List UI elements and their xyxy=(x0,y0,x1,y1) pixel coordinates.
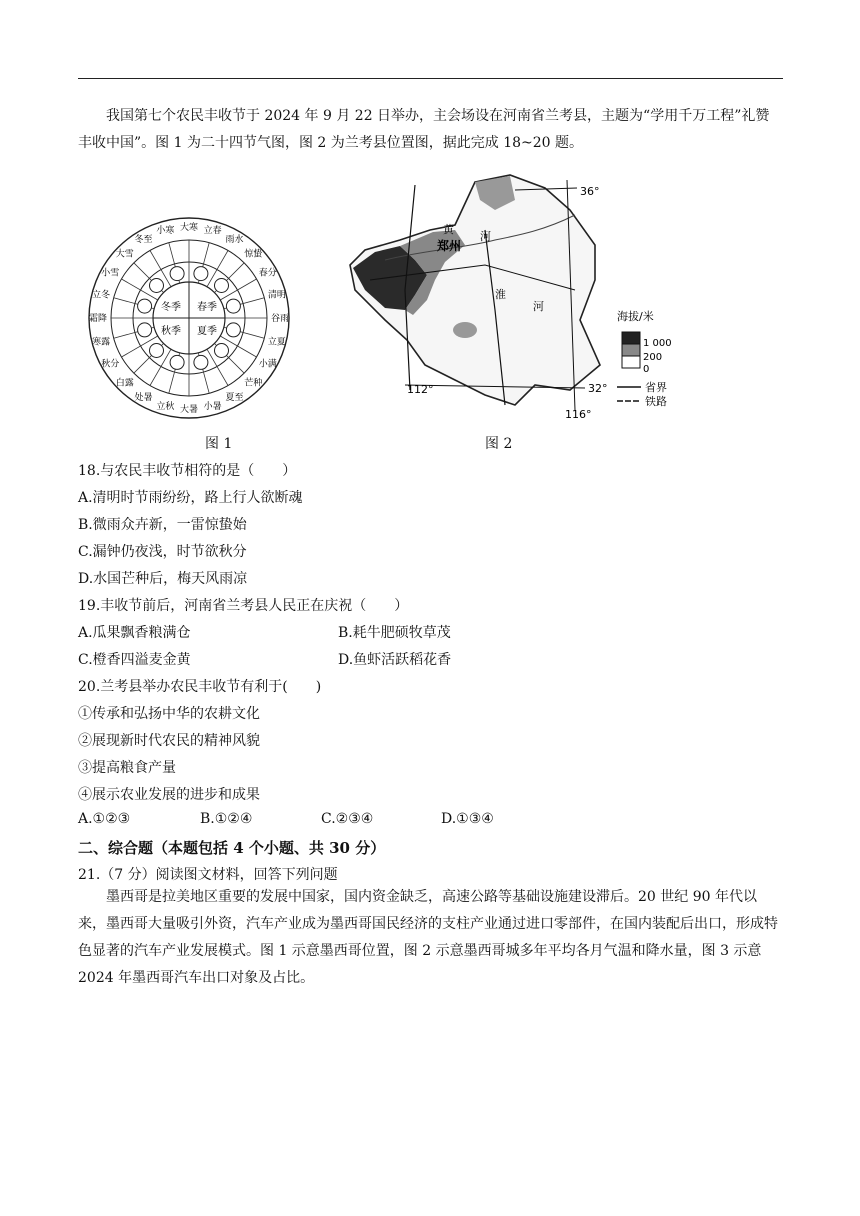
hill-area xyxy=(453,322,477,338)
season-autumn: 秋季 xyxy=(161,326,181,337)
legend-province-label: 省界 xyxy=(645,381,667,394)
solar-term-label: 谷雨 xyxy=(270,314,290,324)
fig2-caption: 图 2 xyxy=(485,436,513,452)
label-river-he: 河 xyxy=(480,230,491,243)
month-marker xyxy=(170,267,184,281)
q20-item-1: ①传承和弘扬中华的农耕文化 xyxy=(78,706,260,722)
solar-term-label: 立秋 xyxy=(156,401,175,412)
q21-passage: 墨西哥是拉美地区重要的发展中国家，国内资金缺乏，高速公路等基础设施建设滞后。20 世纪 90 年代以来，墨西哥大量吸引外资，汽车产业成为墨西哥国民经济的支柱产业通过进口零部件，在国内装配后出口，形成特色显著的汽车产业发展模式。图 1 示意墨西哥位置，图 2 示意墨西哥城多年平均各月气温和降水量，图 3 示意 2024 年墨西哥汽车出口对象及占比。 xyxy=(78,889,778,986)
month-marker xyxy=(138,299,152,313)
legend-value-0: 0 xyxy=(643,364,650,375)
section-2-heading: 二、综合题（本题包括 4 个小题、共 30 分） xyxy=(78,839,386,857)
season-spring: 春季 xyxy=(197,302,217,313)
month-marker xyxy=(194,355,208,369)
season-winter: 冬季 xyxy=(161,302,181,313)
location-map-figure xyxy=(345,170,685,425)
intro-paragraph: 我国第七个农民丰收节于 2024 年 9 月 22 日举办，主会场设在河南省兰考县，主题为“学用千万工程”礼赞丰收中国”。图 1 为二十四节气图，图 2 为兰考县位置图，据此完成 18~20 题。 xyxy=(78,108,770,151)
solar-term-label: 惊蛰 xyxy=(244,249,263,260)
q18-option-b: B.微雨众卉新，一雷惊蛰始 xyxy=(78,517,247,533)
season-summer: 夏季 xyxy=(197,326,217,337)
q20-option-c: C.②③④ xyxy=(321,811,374,827)
legend-value-200: 200 xyxy=(643,352,663,363)
label-city: 郑州 xyxy=(437,239,462,253)
q20-item-3: ③提高粮食产量 xyxy=(78,760,176,776)
q20-option-d: D.①③④ xyxy=(441,811,494,827)
solar-term-label: 白露 xyxy=(115,378,134,389)
label-lat32: 32° xyxy=(588,382,608,395)
label-lat36: 36° xyxy=(580,185,600,198)
month-marker xyxy=(150,344,164,358)
q20-item-2: ②展现新时代农民的精神风貌 xyxy=(78,733,260,749)
solar-term-label: 立春 xyxy=(203,226,222,237)
legend-rail-label: 铁路 xyxy=(645,395,667,408)
month-marker xyxy=(215,279,229,293)
q20-stem: 20.兰考县举办农民丰收节有利于( ) xyxy=(78,679,322,695)
q18-option-a: A.清明时节雨纷纷，路上行人欲断魂 xyxy=(78,490,303,506)
legend-value-1000: 1 000 xyxy=(643,338,672,349)
solar-term-label: 春分 xyxy=(258,268,277,279)
solar-term-label: 秋分 xyxy=(101,359,120,370)
legend-swatch-mid xyxy=(622,344,640,356)
month-marker xyxy=(226,323,240,337)
label-river-huai: 淮 xyxy=(495,288,506,301)
solar-term-label: 大雪 xyxy=(115,249,134,260)
month-marker xyxy=(194,267,208,281)
label-lon116: 116° xyxy=(565,408,592,421)
q18-stem: 18.与农民丰收节相符的是（ ） xyxy=(78,463,297,479)
header-rule xyxy=(78,78,783,79)
solar-terms-figure xyxy=(82,208,292,433)
solar-term-label: 处暑 xyxy=(134,392,153,403)
month-marker xyxy=(150,279,164,293)
q19-option-c: C.橙香四溢麦金黄 xyxy=(78,652,191,668)
legend-swatch-low xyxy=(622,356,640,368)
label-river-huang: 黄 xyxy=(443,223,454,236)
q19-stem: 19.丰收节前后，河南省兰考县人民正在庆祝（ ） xyxy=(78,598,409,614)
solar-term-label: 小暑 xyxy=(203,401,222,412)
solar-term-label: 大寒 xyxy=(179,223,199,233)
solar-term-label: 立夏 xyxy=(267,337,286,348)
q19-option-b: B.耗牛肥硕牧草茂 xyxy=(338,625,451,641)
q19-option-d: D.鱼虾活跃稻花香 xyxy=(338,652,452,668)
month-marker xyxy=(226,299,240,313)
q20-option-b: B.①②④ xyxy=(200,811,253,827)
solar-term-label: 芒种 xyxy=(244,378,263,389)
q19-option-a: A.瓜果飘香粮满仓 xyxy=(78,625,191,641)
legend-swatch-high xyxy=(622,332,640,344)
month-marker xyxy=(138,323,152,337)
solar-term-label: 夏至 xyxy=(225,392,244,403)
label-lon112: 112° xyxy=(407,383,434,396)
q20-item-4: ④展示农业发展的进步和成果 xyxy=(78,787,260,803)
solar-term-label: 清明 xyxy=(267,290,286,301)
solar-term-label: 小满 xyxy=(258,359,277,370)
q20-option-a: A.①②③ xyxy=(78,811,131,827)
legend-title: 海拔/米 xyxy=(617,310,654,323)
q18-option-c: C.漏钟仍夜浅，时节欲秋分 xyxy=(78,544,247,560)
solar-term-label: 小寒 xyxy=(156,226,175,237)
label-river-he-2: 河 xyxy=(533,300,544,313)
solar-term-label: 冬至 xyxy=(134,235,153,246)
solar-term-label: 大暑 xyxy=(179,405,199,415)
solar-term-label: 雨水 xyxy=(225,235,244,246)
month-marker xyxy=(170,355,184,369)
solar-term-label: 霜降 xyxy=(88,314,108,324)
month-marker xyxy=(215,344,229,358)
q21-stem: 21.（7 分）阅读图文材料，回答下列问题 xyxy=(78,867,338,883)
q18-option-d: D.水国芒种后，梅天风雨凉 xyxy=(78,571,248,587)
solar-term-label: 寒露 xyxy=(92,337,111,348)
solar-term-label: 立冬 xyxy=(92,290,111,301)
solar-term-label: 小雪 xyxy=(101,268,120,279)
fig1-caption: 图 1 xyxy=(205,436,233,452)
